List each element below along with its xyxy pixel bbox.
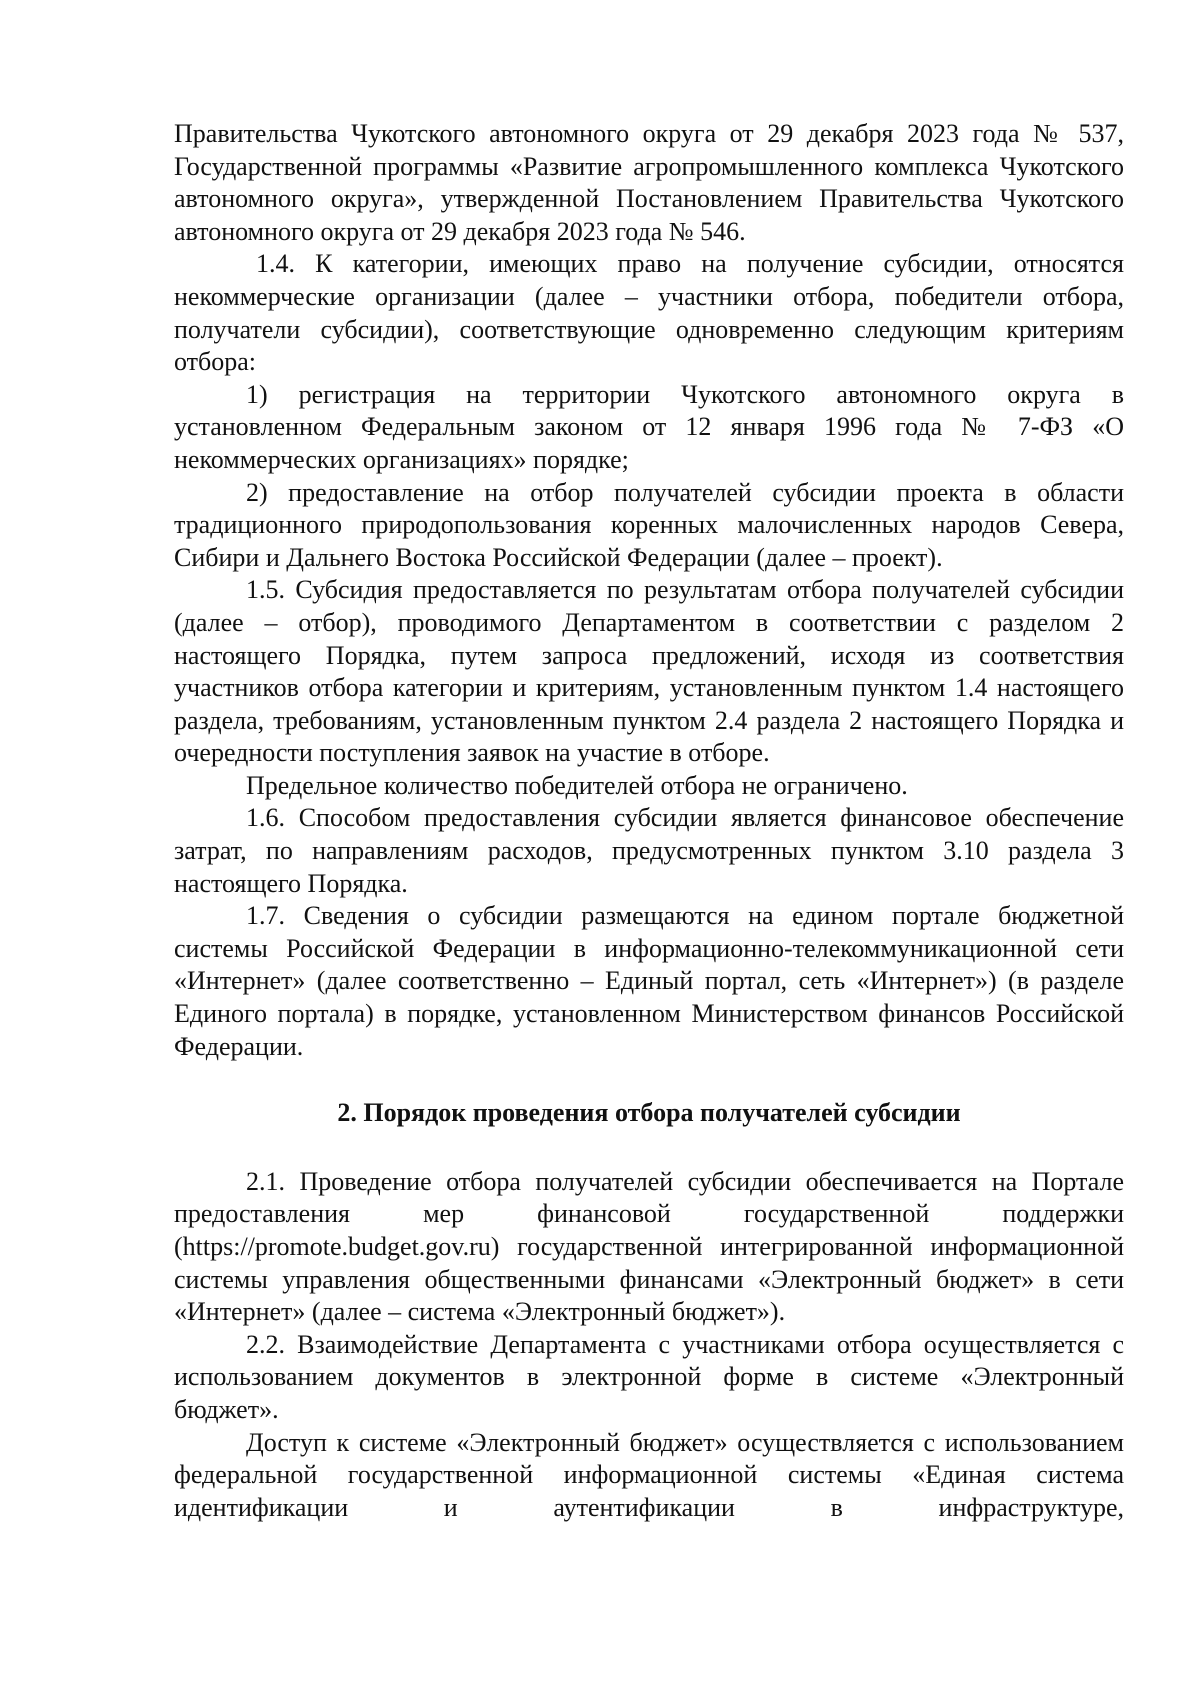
paragraph-2-2-access: Доступ к системе «Электронный бюджет» осуществляется с использованием федеральной государственной информационной системы «Единая система идентификации и аутентификации в инфраструктуре, — [174, 1427, 1124, 1522]
paragraph-2-1: 2.1. Проведение отбора получателей субсидии обеспечивается на Портале предоставления мер финансовой государственной поддержки (https://promote.budget.gov.ru) государственной интегрированной информационной системы управления общественными финансами «Электронный бюджет» в сети «Интернет» (далее – система «Электронный бюджет»). — [174, 1166, 1124, 1327]
paragraph-1-4-item-2: 2) предоставление на отбор получателей субсидии проекта в области традиционного природопользования коренных малочисленных народов Севера, Сибири и Дальнего Востока Российской Федерации (далее – проект). — [174, 477, 1124, 572]
paragraph-1-5-limit: Предельное количество победителей отбора не ограничено. — [246, 770, 908, 800]
document-page — [174, 118, 1124, 1524]
paragraph-1-7: 1.7. Сведения о субсидии размещаются на едином портале бюджетной системы Российской Федерации в информационно-телекоммуникационной сети «Интернет» (далее соответственно – Единый портал, сеть «Интернет») (в разделе Единого портала) в порядке, установленном Министерством финансов Российской Федерации. — [174, 901, 1124, 1061]
paragraph-2-2: 2.2. Взаимодействие Департамента с участниками отбора осуществляется с использованием документов в электронной форме в системе «Электронный бюджет». — [174, 1329, 1124, 1424]
paragraph-1-4: 1.4. К категории, имеющих право на получение субсидии, относятся некоммерческие организации (далее – участники отбора, победители отбора, получатели субсидии), соответствующие одновременно следующим критериям отбора: — [174, 249, 1124, 377]
paragraph-1-6: 1.6. Способом предоставления субсидии является финансовое обеспечение затрат, по направлениям расходов, предусмотренных пунктом 3.10 раздела 3 настоящего Порядка. — [174, 803, 1124, 898]
intro-continuation-paragraph: Правительства Чукотского автономного округа от 29 декабря 2023 года № 537, Государственной программы «Развитие агропромышленного комплекса Чукотского автономного округа», утвержденной Постановлением Правительства Чукотского автономного округа от 29 декабря 2023 года № 546. — [174, 119, 1124, 246]
section-2-heading: 2. Порядок проведения отбора получателей субсидии — [337, 1098, 961, 1128]
paragraph-1-4-item-1: 1) регистрация на территории Чукотского автономного округа в установленном Федеральным законом от 12 января 1996 года № 7-ФЗ «О некоммерческих организациях» порядке; — [174, 379, 1124, 474]
paragraph-1-5: 1.5. Субсидия предоставляется по результатам отбора получателей субсидии (далее – отбор), проводимого Департаментом в соответствии с разделом 2 настоящего Порядка, путем запроса предложений, исходя из соответствия участников отбора категории и критериям, установленным пунктом 1.4 настоящего раздела, требованиям, установленным пунктом 2.4 раздела 2 настоящего Порядка и очередности поступления заявок на участие в отборе. — [174, 575, 1124, 768]
